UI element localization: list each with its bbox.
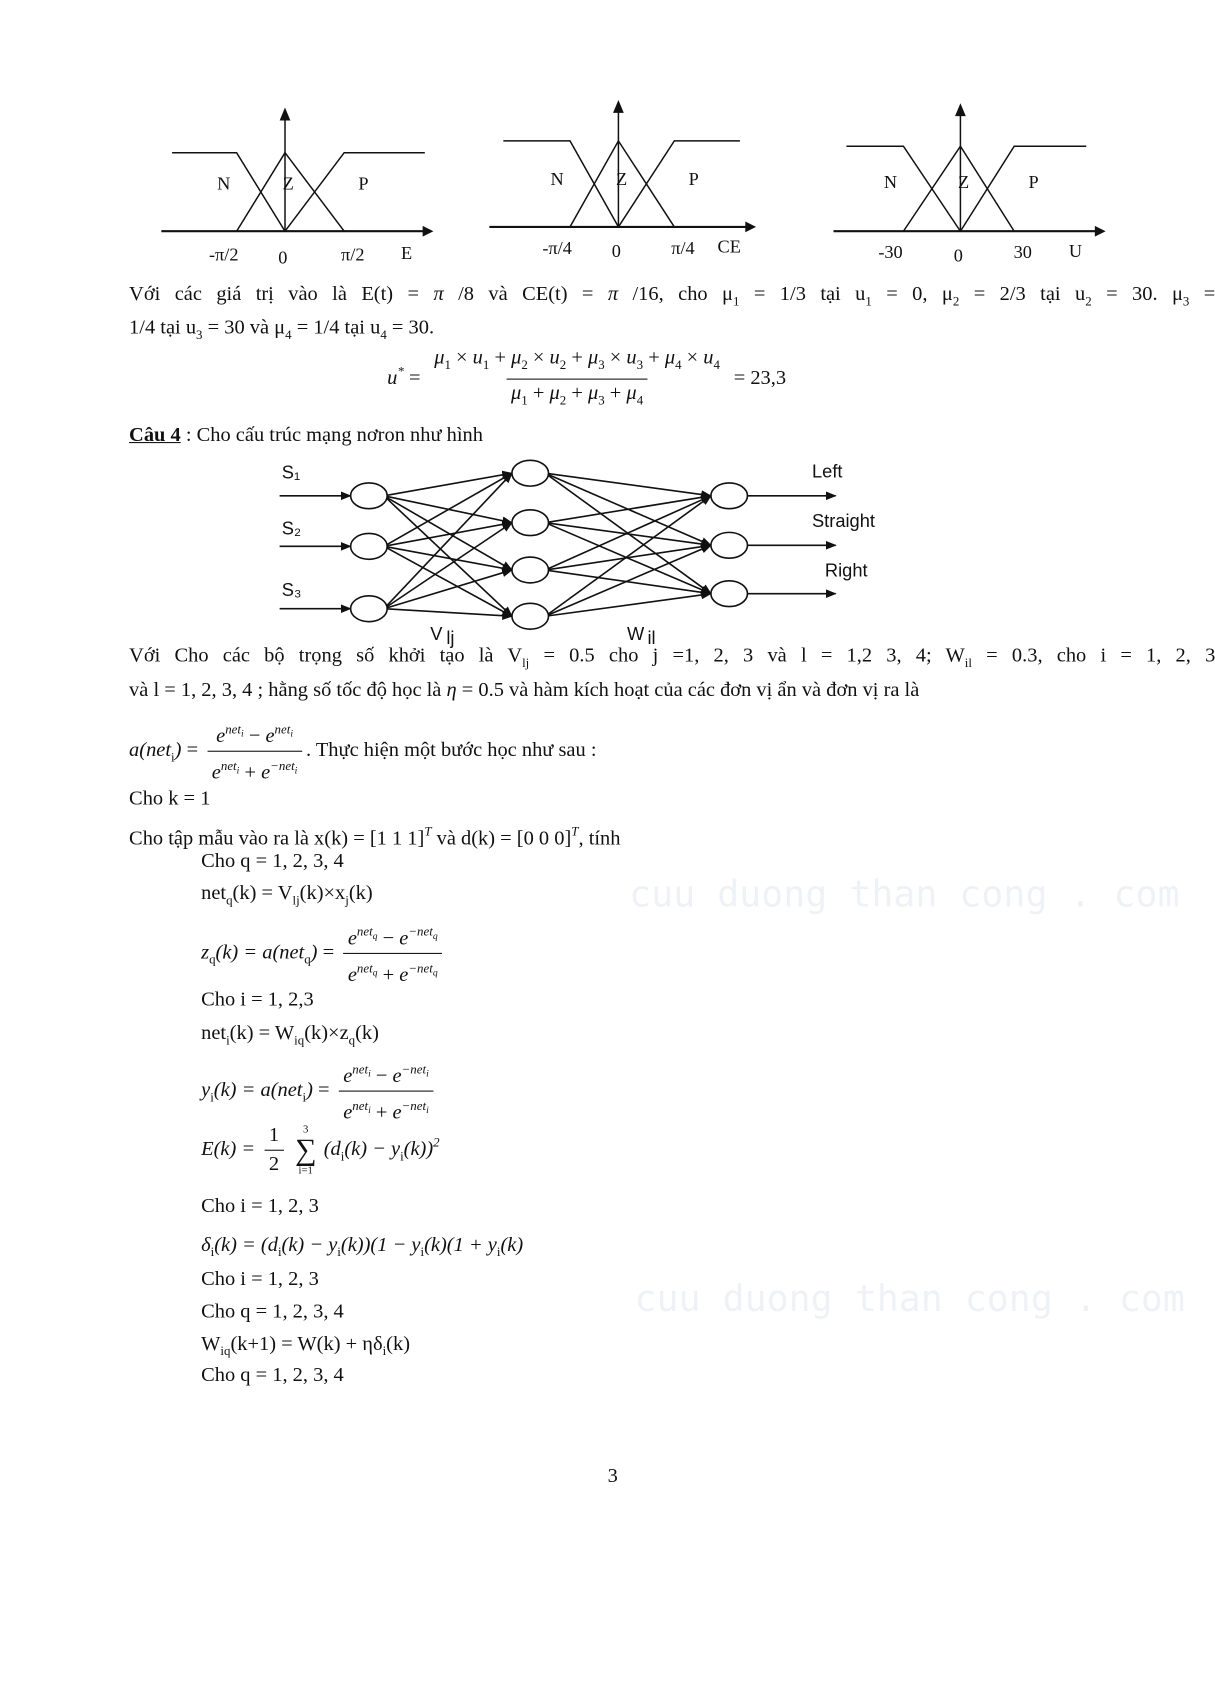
page-number: 3 [607, 1464, 618, 1488]
subscript: i [210, 1089, 214, 1105]
superscript [352, 1062, 370, 1077]
connection-w [545, 496, 711, 523]
math-segment: (k) [500, 1233, 524, 1257]
text-segment: = 0.5 cho j =1, 2, 3 và l = 1,2 3, 4; W [529, 644, 965, 667]
step-cho-i: Cho i = 1, 2,3 [201, 988, 314, 1011]
neural-network-diagram [0, 452, 1197, 667]
text-segment: − [377, 927, 400, 950]
superscript [401, 1098, 429, 1116]
formula-lhs [201, 1078, 330, 1105]
subscript: q [226, 892, 233, 908]
arrow-icon [745, 222, 756, 233]
text-segment: = [317, 940, 335, 964]
math-segment: π [433, 282, 444, 306]
subscript: 4 [285, 326, 292, 343]
superscript-subscript: q [432, 930, 438, 942]
text-segment: − [370, 1064, 393, 1088]
denominator [208, 751, 302, 788]
math-segment: e [347, 963, 357, 987]
text-segment: = 1/4 tại u [291, 316, 381, 339]
tick-label: 0 [953, 245, 963, 266]
subscript: j [345, 892, 349, 908]
math-segment: ) [310, 940, 318, 964]
output-neuron [711, 581, 748, 607]
text-segment: − [243, 724, 266, 748]
superscript-text: net [352, 1098, 369, 1114]
formula-lhs: E(k) = [201, 1137, 256, 1161]
text-segment: (k) = V [232, 881, 293, 905]
superscript [220, 758, 240, 776]
superscript [352, 1098, 371, 1116]
text-segment: = 0.5 và hàm kích hoạt của các đơn vị ẩn và đơn vị ra là [456, 678, 920, 702]
text-segment: và d(k) = [0 0 0] [431, 827, 572, 850]
math-segment: (k) − y [344, 1137, 401, 1161]
subscript: 4 [675, 357, 682, 373]
subscript: i [302, 1089, 307, 1105]
math-segment: π [607, 282, 619, 306]
membership-graph [834, 103, 1106, 265]
superscript-text: −net [408, 923, 433, 939]
output-label: Left [812, 460, 843, 482]
subscript: lj [522, 654, 530, 671]
label-p: P [1028, 172, 1039, 193]
connection-w [545, 570, 711, 594]
text-segment: (k) [348, 881, 373, 905]
math-segment: e [347, 927, 357, 950]
math-segment: (d [323, 1137, 341, 1161]
numerator [212, 715, 297, 750]
text-segment: net [201, 881, 227, 905]
math-segment: ) [174, 738, 182, 762]
label-p: P [688, 168, 699, 189]
text-segment: (k+1) = W(k) + ηδ [230, 1332, 383, 1356]
weight-sub-w: il [647, 627, 656, 649]
subscript: i [382, 1343, 387, 1359]
math-segment: y [201, 1078, 211, 1102]
hidden-neuron [512, 603, 549, 629]
text-segment: = 30. [386, 316, 435, 339]
tick-label: -π/2 [208, 244, 239, 265]
label-z: Z [282, 173, 294, 194]
subscript: 1 [733, 293, 740, 309]
sum-upper: 3 [303, 1123, 309, 1136]
math-segment: a(net [129, 738, 172, 762]
membership-function-graphs [0, 0, 1197, 280]
text-segment: + [566, 346, 588, 369]
superscript [402, 1062, 429, 1077]
math-segment: u [549, 346, 560, 369]
step-cho-q: Cho q = 1, 2, 3, 4 [201, 1363, 344, 1387]
sum-lower: i=1 [298, 1164, 313, 1177]
superscript-text: −net [401, 1061, 427, 1077]
math-segment: (k))(1 − y [340, 1233, 421, 1257]
math-segment: e [343, 1064, 353, 1088]
text-segment: (k)×z [304, 1021, 349, 1045]
denominator [344, 953, 442, 990]
set-p-curve [282, 153, 425, 232]
numerator: 1 [268, 1123, 280, 1147]
subscript: q [209, 951, 216, 967]
text-segment: (k) [355, 1021, 379, 1045]
step-error-formula [201, 1122, 440, 1179]
math-segment: e [399, 963, 409, 987]
subscript: 1 [444, 357, 451, 373]
hidden-neuron [512, 460, 549, 486]
math-segment: δ [201, 1233, 211, 1257]
superscript-subscript: i [290, 728, 294, 739]
superscript [408, 960, 438, 978]
text-segment: 1/4 tại u [129, 316, 197, 339]
text-segment: × [527, 346, 550, 369]
fraction [265, 1122, 284, 1179]
membership-graph [489, 100, 756, 261]
label-z: Z [958, 172, 970, 193]
hidden-neuron [512, 510, 549, 536]
math-segment: μ [587, 346, 599, 369]
subscript: i [210, 1244, 215, 1260]
superscript-text: −net [401, 1098, 427, 1114]
label-n: N [550, 168, 564, 189]
weight-label-v: V [430, 622, 443, 644]
superscript-subscript: i [368, 1104, 371, 1116]
superscript [571, 824, 578, 839]
question-heading [129, 423, 483, 449]
text-segment: = [312, 1078, 330, 1102]
step-cho-q: Cho q = 1, 2, 3, 4 [201, 1300, 344, 1323]
question-text: : Cho cấu trúc mạng nơron như hình [180, 423, 483, 447]
superscript-subscript: i [426, 1104, 429, 1116]
tick-label: π/2 [341, 244, 365, 265]
paragraph-inputs-cont [129, 315, 434, 347]
line-sample [129, 818, 620, 851]
input-neuron [351, 596, 388, 622]
superscript-text: 2 [433, 1134, 440, 1150]
subscript: q [304, 951, 311, 967]
fraction [208, 715, 302, 787]
step-delta-formula [201, 1233, 523, 1265]
denominator [507, 379, 648, 414]
subscript: 2 [559, 357, 567, 373]
subscript: 3 [1182, 293, 1190, 309]
text-segment: × [681, 346, 704, 369]
step-yi-formula [201, 1055, 437, 1127]
text-segment: + [643, 346, 665, 369]
numerator [344, 917, 442, 952]
membership-graph [161, 108, 433, 268]
subscript: 1 [521, 392, 528, 408]
sum-symbol [295, 1124, 316, 1176]
step-zq-formula [201, 917, 446, 989]
output-neuron [711, 532, 748, 558]
sum-body [323, 1134, 440, 1164]
subscript: 2 [559, 392, 567, 408]
tick-label: -30 [878, 242, 903, 263]
label-z: Z [616, 168, 628, 189]
input-label: S₂ [281, 517, 302, 539]
math-segment: μ [434, 346, 445, 369]
superscript-text: T [571, 823, 579, 839]
text-segment: và l = 1, 2, 3, 4 ; hằng số tốc độ học là [129, 678, 447, 702]
text-segment: = 30. μ [1091, 282, 1183, 306]
step-net-i [201, 1021, 379, 1053]
superscript-subscript: i [241, 728, 244, 739]
math-segment: (k)) [403, 1137, 434, 1161]
subscript: i [420, 1244, 425, 1260]
tick-label: 0 [278, 247, 288, 268]
math-segment: u [626, 346, 637, 369]
connection-v [384, 609, 512, 617]
connection-w [545, 545, 711, 570]
step-cho-q: Cho q = 1, 2, 3, 4 [201, 849, 344, 873]
text-segment: /16, cho μ [618, 282, 734, 306]
subscript: 3 [196, 326, 203, 343]
activation-formula [129, 715, 596, 787]
subscript: 4 [713, 357, 720, 373]
text-segment: = 1/3 tại u [739, 282, 866, 306]
text-segment: , tính [578, 827, 621, 850]
math-segment: (k)(1 + y [424, 1233, 497, 1257]
superscript-subscript: i [236, 764, 240, 776]
subscript: 4 [636, 392, 644, 408]
superscript-subscript: i [294, 764, 298, 776]
text-segment: × [604, 346, 627, 369]
subscript: iq [220, 1343, 231, 1359]
fraction [344, 917, 442, 989]
text-segment: (k) [386, 1332, 411, 1356]
math-segment: u [703, 346, 714, 369]
label-n: N [883, 172, 898, 193]
connection-v [384, 473, 512, 609]
subscript: i [226, 1032, 230, 1048]
input-neuron [351, 533, 388, 559]
subscript: 4 [380, 326, 387, 343]
text-segment: net [201, 1021, 227, 1045]
arrow-icon [955, 103, 966, 116]
math-segment: μ [626, 381, 637, 405]
math-segment: (k) = (d [214, 1233, 278, 1257]
superscript-text: net [220, 758, 237, 774]
input-label: S₁ [281, 461, 301, 483]
axis-label: CE [717, 236, 741, 257]
superscript-text: net [356, 960, 373, 976]
subscript: 3 [598, 357, 605, 373]
math-segment: e [265, 724, 275, 748]
formula-lhs [387, 363, 421, 390]
subscript: i [400, 1148, 404, 1164]
subscript: 3 [598, 392, 605, 408]
text-segment: Với các giá trị vào là E(t) = [129, 282, 434, 306]
text-segment: + [604, 381, 627, 405]
text-segment: + [377, 963, 400, 987]
math-segment: μ [511, 346, 522, 369]
step-net-q [201, 881, 373, 913]
set-p-curve [618, 141, 740, 227]
text-segment: + [370, 1101, 393, 1124]
step-cho-i: Cho i = 1, 2, 3 [201, 1194, 319, 1218]
subscript: lj [292, 892, 300, 908]
text-segment: Với Cho các bộ trọng số khởi tạo là V [129, 644, 523, 667]
text-segment: = [1189, 282, 1215, 306]
text-segment: = 0.3, cho i = 1, 2, 3 [971, 644, 1215, 667]
text-segment: (k) = W [229, 1021, 295, 1045]
subscript: i [340, 1148, 345, 1164]
superscript-subscript: q [432, 966, 438, 978]
math-segment: u [472, 346, 483, 369]
superscript-text: −net [270, 758, 295, 774]
sigma-icon: ∑ [294, 1133, 317, 1167]
weight-sub-v: lj [446, 627, 455, 649]
output-neuron [711, 483, 748, 509]
superscript [356, 923, 378, 942]
text-segment: = 0, μ [871, 282, 953, 306]
superscript-subscript: i [426, 1067, 429, 1079]
math-segment: (k) = a(net [213, 1078, 303, 1102]
formula-lhs [201, 940, 335, 967]
superscript [275, 722, 293, 737]
subscript: i [171, 749, 175, 765]
superscript [270, 758, 298, 776]
superscript-text: T [424, 823, 432, 839]
text-segment: = [403, 366, 421, 390]
superscript [356, 960, 378, 978]
subscript: i [496, 1244, 501, 1260]
subscript: i [277, 1244, 282, 1260]
tick-label: 0 [611, 241, 621, 262]
superscript [433, 1135, 439, 1150]
formula-trailing-text: . Thực hiện một bước học như sau : [305, 738, 597, 762]
superscript-subscript: i [368, 1067, 371, 1079]
math-segment: e [211, 761, 221, 785]
math-segment: e [399, 927, 409, 950]
subscript: i [337, 1244, 341, 1260]
label-n: N [217, 173, 231, 194]
subscript: 2 [521, 357, 528, 373]
set-n-curve [846, 146, 960, 231]
subscript: il [964, 654, 972, 671]
math-segment: (k) − y [281, 1233, 338, 1257]
arrow-icon [280, 108, 291, 121]
fraction [339, 1055, 433, 1127]
superscript-text: net [274, 721, 291, 737]
text-segment: + [566, 381, 588, 405]
fraction [430, 344, 724, 414]
hidden-neuron [512, 557, 549, 583]
line-k: Cho k = 1 [129, 787, 211, 810]
subscript: 2 [952, 293, 960, 309]
tick-label: π/4 [671, 237, 695, 258]
math-segment: e [392, 1101, 402, 1124]
superscript-subscript: q [372, 930, 378, 942]
math-segment: μ [549, 381, 560, 405]
step-weight-update [201, 1331, 410, 1363]
superscript-text: net [225, 721, 242, 737]
tick-label: 30 [1013, 242, 1032, 263]
math-segment: μ [511, 381, 522, 405]
superscript-text: −net [408, 960, 433, 976]
formula-result: = 23,3 [733, 366, 787, 390]
denominator: 2 [265, 1150, 284, 1179]
math-segment: u [387, 366, 398, 390]
subscript: 2 [1085, 293, 1092, 309]
text-segment: /8 và CE(t) = [443, 282, 608, 306]
arrow-icon [423, 226, 434, 237]
math-segment: μ [587, 381, 599, 405]
subscript: iq [294, 1032, 305, 1048]
text-segment: (k)×x [299, 881, 346, 905]
numerator [339, 1055, 433, 1090]
output-label: Right [824, 559, 868, 581]
question-label: Câu 4 [129, 423, 181, 447]
paragraph-weights [129, 643, 1215, 675]
math-segment: e [216, 724, 226, 748]
text-segment: W [201, 1332, 221, 1356]
paragraph-inputs [129, 282, 1215, 314]
math-segment: ) [306, 1078, 313, 1102]
set-p-curve [960, 146, 1086, 231]
numerator [430, 344, 724, 378]
input-label: S₃ [281, 578, 302, 600]
math-segment: μ [664, 346, 676, 369]
math-segment: η [446, 678, 457, 702]
math-segment: (k) = a(net [215, 940, 305, 964]
arrow-icon [613, 100, 624, 113]
superscript-subscript: q [372, 966, 378, 978]
text-segment: = [181, 738, 199, 762]
axis-label: U [1068, 241, 1083, 262]
input-neuron [351, 483, 388, 509]
formula-lhs [129, 738, 199, 765]
defuzzification-formula [387, 344, 786, 414]
label-p: P [358, 173, 369, 194]
weight-label-w: W [627, 622, 645, 644]
text-segment: × [450, 346, 473, 369]
text-segment: + [489, 346, 512, 369]
math-segment: e [343, 1101, 353, 1124]
superscript-text: net [356, 923, 373, 939]
text-segment: = 2/3 tại u [959, 282, 1086, 306]
step-cho-i: Cho i = 1, 2, 3 [201, 1268, 319, 1291]
subscript: q [348, 1032, 356, 1048]
superscript [408, 923, 438, 942]
superscript-text: net [352, 1061, 369, 1077]
superscript-text: * [397, 363, 404, 379]
math-segment: e [392, 1064, 402, 1088]
math-segment: z [201, 940, 210, 964]
math-segment: e [261, 761, 271, 785]
subscript: 3 [636, 357, 644, 373]
axis-label: E [400, 243, 413, 264]
output-label: Straight [812, 509, 875, 531]
tick-label: -π/4 [542, 237, 572, 258]
text-segment: + [239, 761, 262, 785]
text-segment: Cho tập mẫu vào ra là x(k) = [1 1 1] [129, 827, 425, 850]
subscript: 1 [482, 357, 490, 373]
superscript [225, 722, 243, 737]
watermark: cuu duong than cong . com [634, 1277, 1185, 1321]
watermark: cuu duong than cong . com [629, 873, 1180, 917]
paragraph-weights-cont [129, 678, 919, 704]
arrow-icon [1095, 226, 1106, 237]
subscript: 1 [865, 293, 872, 309]
text-segment: = 30 và μ [202, 316, 286, 339]
text-segment: + [527, 381, 550, 405]
